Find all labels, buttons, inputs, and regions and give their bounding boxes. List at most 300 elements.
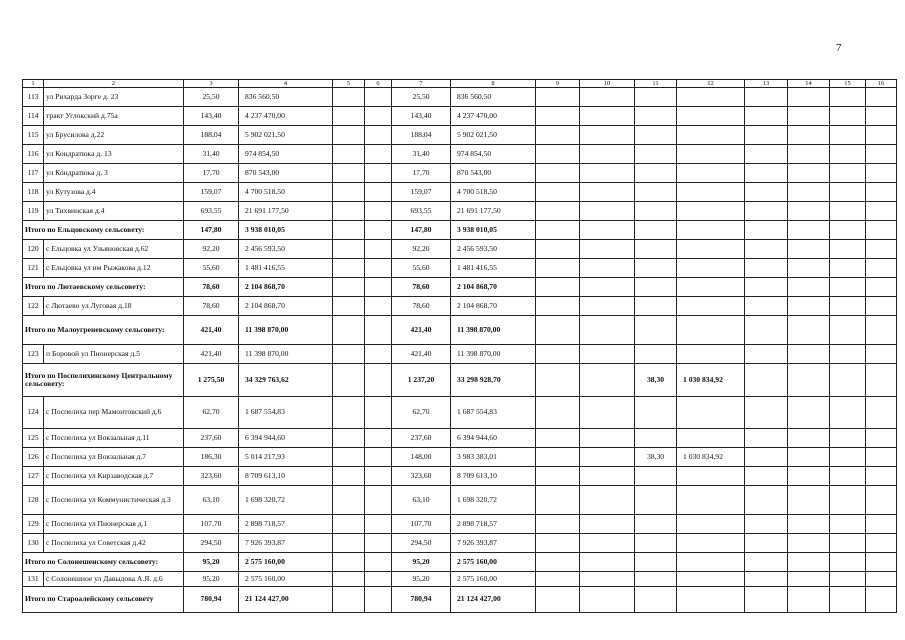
cost-col12	[677, 316, 745, 345]
empty-cell	[830, 486, 866, 515]
page-number: 7	[836, 42, 842, 54]
empty-cell	[866, 240, 897, 259]
empty-cell	[866, 515, 897, 534]
cost-total: 3 938 010,05	[239, 221, 333, 240]
empty-cell	[866, 587, 897, 613]
empty-cell	[788, 259, 830, 278]
empty-cell	[788, 515, 830, 534]
cost-total: 2 898 718,57	[239, 515, 333, 534]
area-total: 62,70	[184, 397, 239, 429]
area-col11	[635, 553, 677, 572]
empty-cell	[536, 240, 580, 259]
data-table	[22, 79, 897, 613]
cost-col8: 836 560,50	[451, 88, 536, 107]
cost-total: 1 698 320,72	[239, 486, 333, 515]
row-number: 126	[23, 448, 44, 467]
area-total: 17,70	[184, 164, 239, 183]
area-col7: 148,00	[392, 448, 451, 467]
empty-cell	[788, 316, 830, 345]
cost-col12	[677, 572, 745, 587]
empty-cell	[536, 587, 580, 613]
empty-cell	[365, 126, 392, 145]
subtotal-label: Итого по Солонешенскому сельсовету:	[23, 553, 184, 572]
empty-cell	[333, 587, 365, 613]
empty-cell	[365, 316, 392, 345]
empty-cell	[536, 259, 580, 278]
empty-cell	[333, 486, 365, 515]
area-col7: 159,07	[392, 183, 451, 202]
empty-cell	[866, 202, 897, 221]
empty-cell	[580, 316, 635, 345]
column-header: 12	[677, 80, 745, 88]
empty-cell	[788, 429, 830, 448]
cost-col8: 2 104 868,70	[451, 297, 536, 316]
empty-cell	[745, 259, 788, 278]
column-header: 4	[239, 80, 333, 88]
empty-cell	[365, 88, 392, 107]
row-number: 125	[23, 429, 44, 448]
area-col11	[635, 164, 677, 183]
area-col11	[635, 202, 677, 221]
area-total: 55,60	[184, 259, 239, 278]
cost-total: 870 543,00	[239, 164, 333, 183]
empty-cell	[536, 145, 580, 164]
empty-cell	[745, 145, 788, 164]
cost-total: 974 854,50	[239, 145, 333, 164]
empty-cell	[788, 534, 830, 553]
area-col7: 421,40	[392, 316, 451, 345]
empty-cell	[536, 448, 580, 467]
empty-cell	[580, 572, 635, 587]
empty-cell	[788, 202, 830, 221]
area-col11	[635, 534, 677, 553]
empty-cell	[830, 202, 866, 221]
empty-cell	[830, 316, 866, 345]
empty-cell	[536, 164, 580, 183]
row-number: 122	[23, 297, 44, 316]
row-number: 127	[23, 467, 44, 486]
cost-col12	[677, 345, 745, 364]
table-row	[23, 126, 897, 145]
empty-cell	[580, 364, 635, 397]
row-number: 113	[23, 88, 44, 107]
empty-cell	[536, 534, 580, 553]
row-number: 120	[23, 240, 44, 259]
empty-cell	[365, 202, 392, 221]
area-total: 92,20	[184, 240, 239, 259]
column-header: 7	[392, 80, 451, 88]
empty-cell	[536, 316, 580, 345]
area-col11	[635, 240, 677, 259]
row-number: 115	[23, 126, 44, 145]
empty-cell	[365, 240, 392, 259]
empty-cell	[788, 221, 830, 240]
area-total: 78,60	[184, 297, 239, 316]
column-header: 15	[830, 80, 866, 88]
cost-total: 11 398 870,00	[239, 316, 333, 345]
cost-col8: 11 398 870,00	[451, 345, 536, 364]
cost-col8: 4 700 518,50	[451, 183, 536, 202]
empty-cell	[365, 164, 392, 183]
table-row	[23, 429, 897, 448]
area-col11	[635, 429, 677, 448]
cost-col12	[677, 587, 745, 613]
empty-cell	[333, 534, 365, 553]
empty-cell	[830, 278, 866, 297]
empty-cell	[580, 259, 635, 278]
subtotal-label: Итого по Поспелихинскому Центральному сельсовету:	[23, 364, 184, 397]
empty-cell	[536, 297, 580, 316]
cost-total: 2 575 160,00	[239, 572, 333, 587]
empty-cell	[830, 221, 866, 240]
area-col11	[635, 145, 677, 164]
table-row	[23, 534, 897, 553]
empty-cell	[788, 297, 830, 316]
cost-col8: 6 394 944,60	[451, 429, 536, 448]
empty-cell	[788, 88, 830, 107]
row-number: 116	[23, 145, 44, 164]
cost-col8: 21 124 427,00	[451, 587, 536, 613]
empty-cell	[830, 429, 866, 448]
empty-cell	[580, 145, 635, 164]
empty-cell	[580, 397, 635, 429]
empty-cell	[580, 448, 635, 467]
cost-total: 4 700 518,50	[239, 183, 333, 202]
row-number: 124	[23, 397, 44, 429]
cost-col12: 1 030 834,92	[677, 364, 745, 397]
area-total: 421,40	[184, 345, 239, 364]
empty-cell	[788, 345, 830, 364]
address-cell: ул Кондратюка д. 13	[44, 145, 184, 164]
table-body	[23, 80, 897, 613]
cost-col12	[677, 145, 745, 164]
empty-cell	[745, 126, 788, 145]
empty-cell	[365, 345, 392, 364]
column-header: 14	[788, 80, 830, 88]
empty-cell	[745, 467, 788, 486]
area-col7: 92,20	[392, 240, 451, 259]
empty-cell	[333, 572, 365, 587]
empty-cell	[830, 259, 866, 278]
empty-cell	[580, 278, 635, 297]
empty-cell	[788, 572, 830, 587]
cost-col8: 1 481 416,55	[451, 259, 536, 278]
empty-cell	[536, 202, 580, 221]
empty-cell	[365, 515, 392, 534]
empty-cell	[580, 183, 635, 202]
area-col7: 55,60	[392, 259, 451, 278]
empty-cell	[580, 467, 635, 486]
area-total: 95,20	[184, 572, 239, 587]
empty-cell	[580, 553, 635, 572]
empty-cell	[536, 515, 580, 534]
subtotal-label: Итого по Лютаевскому сельсовету:	[23, 278, 184, 297]
empty-cell	[830, 345, 866, 364]
area-col11	[635, 88, 677, 107]
empty-cell	[333, 240, 365, 259]
empty-cell	[745, 429, 788, 448]
address-cell: тракт Углокский д.75а	[44, 107, 184, 126]
empty-cell	[333, 221, 365, 240]
empty-cell	[745, 202, 788, 221]
cost-col12	[677, 88, 745, 107]
area-col7: 95,20	[392, 572, 451, 587]
subtotal-row	[23, 587, 897, 613]
table-row	[23, 397, 897, 429]
address-cell: п Боровой ул Пионерская д.5	[44, 345, 184, 364]
cost-col8: 8 709 613,10	[451, 467, 536, 486]
empty-cell	[866, 107, 897, 126]
area-total: 780,94	[184, 587, 239, 613]
empty-cell	[788, 278, 830, 297]
empty-cell	[745, 316, 788, 345]
table-row	[23, 345, 897, 364]
empty-cell	[365, 364, 392, 397]
area-col7: 78,60	[392, 278, 451, 297]
empty-cell	[866, 164, 897, 183]
empty-cell	[745, 587, 788, 613]
area-col7: 25,50	[392, 88, 451, 107]
address-cell: с Поспелиха ул Вокзальная д.7	[44, 448, 184, 467]
empty-cell	[580, 486, 635, 515]
cost-total: 2 104 868,70	[239, 297, 333, 316]
empty-cell	[580, 88, 635, 107]
empty-cell	[536, 572, 580, 587]
address-cell: с Ельцовка ул Ульяновская д.62	[44, 240, 184, 259]
address-cell: с Солонешное ул Давыдова А.Я. д.6	[44, 572, 184, 587]
empty-cell	[830, 587, 866, 613]
empty-cell	[788, 448, 830, 467]
cost-col12	[677, 221, 745, 240]
area-col7: 294,50	[392, 534, 451, 553]
empty-cell	[866, 88, 897, 107]
empty-cell	[333, 164, 365, 183]
area-total: 323,60	[184, 467, 239, 486]
address-cell: с Поспелиха ул Советская д.42	[44, 534, 184, 553]
column-header: 9	[536, 80, 580, 88]
empty-cell	[866, 572, 897, 587]
cost-total: 11 398 870,00	[239, 345, 333, 364]
empty-cell	[788, 126, 830, 145]
subtotal-row	[23, 316, 897, 345]
empty-cell	[830, 572, 866, 587]
area-total: 95,20	[184, 553, 239, 572]
empty-cell	[745, 448, 788, 467]
empty-cell	[333, 202, 365, 221]
empty-cell	[536, 345, 580, 364]
empty-cell	[365, 429, 392, 448]
cost-col8: 1 687 554,83	[451, 397, 536, 429]
cost-col12	[677, 467, 745, 486]
area-col11	[635, 467, 677, 486]
address-cell: с Лютаево ул Луговая д.18	[44, 297, 184, 316]
cost-col8: 7 926 393,87	[451, 534, 536, 553]
area-total: 186,30	[184, 448, 239, 467]
address-cell: ул Тихвинская д.4	[44, 202, 184, 221]
empty-cell	[745, 515, 788, 534]
empty-cell	[745, 572, 788, 587]
column-header: 13	[745, 80, 788, 88]
row-number: 121	[23, 259, 44, 278]
empty-cell	[745, 107, 788, 126]
area-col7: 143,40	[392, 107, 451, 126]
area-total: 188,04	[184, 126, 239, 145]
row-number: 118	[23, 183, 44, 202]
area-col7: 1 237,20	[392, 364, 451, 397]
cost-col8: 2 575 160,00	[451, 572, 536, 587]
empty-cell	[788, 467, 830, 486]
empty-cell	[536, 553, 580, 572]
area-total: 63,10	[184, 486, 239, 515]
area-col7: 95,20	[392, 553, 451, 572]
cost-col8: 21 691 177,50	[451, 202, 536, 221]
empty-cell	[830, 448, 866, 467]
empty-cell	[365, 259, 392, 278]
empty-cell	[745, 278, 788, 297]
empty-cell	[745, 183, 788, 202]
area-total: 294,50	[184, 534, 239, 553]
empty-cell	[536, 486, 580, 515]
column-header: 2	[44, 80, 184, 88]
cost-col12	[677, 429, 745, 448]
cost-col8: 974 854,50	[451, 145, 536, 164]
subtotal-label: Итого по Малоугреневскому сельсовету:	[23, 316, 184, 345]
table-row	[23, 486, 897, 515]
empty-cell	[580, 345, 635, 364]
row-number: 128	[23, 486, 44, 515]
empty-cell	[333, 145, 365, 164]
empty-cell	[580, 297, 635, 316]
area-total: 693,55	[184, 202, 239, 221]
table-row	[23, 467, 897, 486]
empty-cell	[745, 240, 788, 259]
empty-cell	[333, 345, 365, 364]
cost-total: 1 687 554,83	[239, 397, 333, 429]
empty-cell	[365, 297, 392, 316]
empty-cell	[333, 107, 365, 126]
empty-cell	[788, 183, 830, 202]
empty-cell	[866, 259, 897, 278]
empty-cell	[333, 183, 365, 202]
empty-cell	[788, 397, 830, 429]
empty-cell	[333, 448, 365, 467]
area-col7: 323,60	[392, 467, 451, 486]
row-number: 131	[23, 572, 44, 587]
cost-total: 2 104 868,70	[239, 278, 333, 297]
cost-col8: 870 543,00	[451, 164, 536, 183]
empty-cell	[866, 553, 897, 572]
cost-col12	[677, 515, 745, 534]
empty-cell	[365, 587, 392, 613]
area-col11	[635, 345, 677, 364]
empty-cell	[745, 345, 788, 364]
area-total: 107,70	[184, 515, 239, 534]
column-header: 3	[184, 80, 239, 88]
area-col11	[635, 107, 677, 126]
empty-cell	[580, 164, 635, 183]
row-number: 129	[23, 515, 44, 534]
empty-cell	[830, 88, 866, 107]
area-col11: 38,30	[635, 448, 677, 467]
table-row	[23, 145, 897, 164]
empty-cell	[333, 126, 365, 145]
area-col11	[635, 297, 677, 316]
empty-cell	[536, 429, 580, 448]
area-total: 31,40	[184, 145, 239, 164]
cost-total: 7 926 393,87	[239, 534, 333, 553]
empty-cell	[788, 553, 830, 572]
empty-cell	[365, 107, 392, 126]
cost-total: 836 560,50	[239, 88, 333, 107]
cost-col8: 33 298 928,70	[451, 364, 536, 397]
empty-cell	[866, 364, 897, 397]
cost-col12	[677, 553, 745, 572]
area-total: 1 275,50	[184, 364, 239, 397]
area-col11	[635, 278, 677, 297]
empty-cell	[830, 553, 866, 572]
table-row	[23, 107, 897, 126]
address-cell: с Поспелиха ул Кирзаводская д.7	[44, 467, 184, 486]
cost-col8: 1 698 320,72	[451, 486, 536, 515]
empty-cell	[830, 183, 866, 202]
empty-cell	[830, 145, 866, 164]
table-row	[23, 202, 897, 221]
area-col11	[635, 259, 677, 278]
area-col11	[635, 515, 677, 534]
area-total: 143,40	[184, 107, 239, 126]
cost-col12	[677, 397, 745, 429]
column-header: 5	[333, 80, 365, 88]
area-col7: 693,55	[392, 202, 451, 221]
area-col7: 31,40	[392, 145, 451, 164]
empty-cell	[580, 221, 635, 240]
empty-cell	[365, 448, 392, 467]
empty-cell	[365, 221, 392, 240]
table-row	[23, 164, 897, 183]
empty-cell	[333, 515, 365, 534]
cost-col8: 2 898 718,57	[451, 515, 536, 534]
area-col7: 147,80	[392, 221, 451, 240]
subtotal-row	[23, 278, 897, 297]
empty-cell	[365, 486, 392, 515]
empty-cell	[333, 297, 365, 316]
cost-col12	[677, 297, 745, 316]
header-row	[23, 80, 897, 88]
cost-col12	[677, 534, 745, 553]
cost-col12	[677, 259, 745, 278]
address-cell: ул Рихарда Зорге д. 23	[44, 88, 184, 107]
cost-col8: 11 398 870,00	[451, 316, 536, 345]
address-cell: ул Брусилова д.22	[44, 126, 184, 145]
empty-cell	[866, 316, 897, 345]
cost-col12	[677, 183, 745, 202]
empty-cell	[745, 486, 788, 515]
area-col11	[635, 486, 677, 515]
empty-cell	[866, 183, 897, 202]
area-col7: 188,04	[392, 126, 451, 145]
empty-cell	[866, 448, 897, 467]
empty-cell	[745, 297, 788, 316]
cost-col12	[677, 202, 745, 221]
empty-cell	[788, 240, 830, 259]
empty-cell	[866, 126, 897, 145]
row-number: 114	[23, 107, 44, 126]
empty-cell	[830, 107, 866, 126]
cost-col12	[677, 107, 745, 126]
address-cell: с Поспелиха ул Вокзальная д.11	[44, 429, 184, 448]
cost-col8: 3 938 010,05	[451, 221, 536, 240]
area-total: 159,07	[184, 183, 239, 202]
